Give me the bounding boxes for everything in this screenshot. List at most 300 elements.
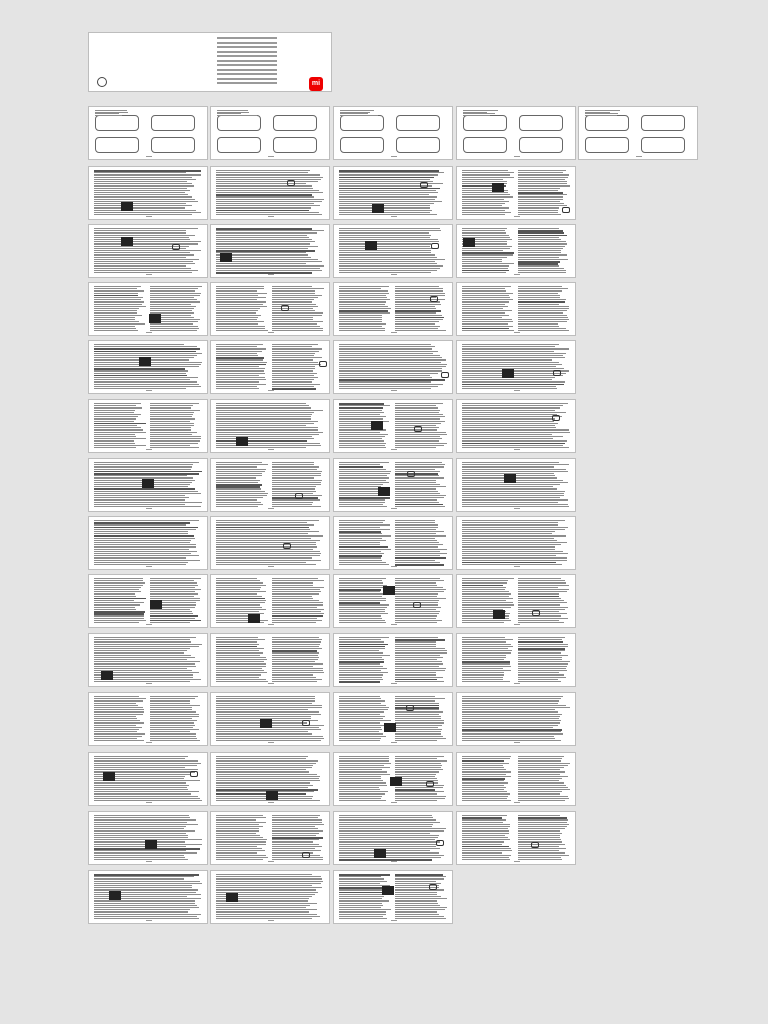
text-line: [462, 776, 511, 777]
text-line: [462, 740, 561, 741]
certification-mark-icon: [172, 244, 180, 250]
text-line: [216, 330, 268, 331]
text-line: [150, 733, 196, 734]
text-line: [94, 596, 136, 597]
text-line: [339, 657, 382, 658]
text-line: [395, 499, 437, 500]
text-line: [518, 272, 566, 273]
text-line: [272, 607, 317, 608]
page-number: [268, 683, 274, 684]
text-line: [395, 578, 440, 579]
text-line: [462, 254, 513, 255]
text-line: [150, 585, 198, 586]
text-line: [339, 666, 383, 667]
page-number: [268, 920, 274, 921]
text-line: [272, 618, 317, 619]
text-line: [216, 587, 261, 588]
text-line: [518, 859, 562, 860]
text-line: [94, 466, 192, 467]
text-line: [339, 370, 442, 371]
text-line: [395, 540, 437, 541]
text-line: [94, 259, 199, 260]
text-line: [518, 839, 561, 840]
text-line: [462, 587, 506, 588]
text-line: [94, 767, 185, 768]
text-line: [272, 484, 321, 485]
page-number: [268, 566, 274, 567]
text-line: [272, 297, 318, 298]
text-line: [94, 841, 185, 842]
text-line: [463, 115, 490, 116]
qr-code-icon: [142, 479, 154, 488]
page-number: [391, 742, 397, 743]
text-line: [150, 705, 200, 706]
text-line: [395, 670, 445, 671]
page-number: [268, 216, 274, 217]
text-line: [150, 587, 195, 588]
text-line: [94, 379, 190, 380]
text-line: [272, 587, 324, 588]
text-line: [216, 344, 263, 345]
text-line: [462, 789, 504, 790]
text-line: [150, 297, 194, 298]
text-line: [462, 295, 509, 296]
text-line: [339, 637, 389, 638]
text-line: [339, 731, 379, 732]
text-line: [94, 918, 199, 919]
text-line: [216, 824, 259, 825]
text-line: [518, 587, 558, 588]
text-line: [518, 598, 561, 599]
text-line: [272, 370, 313, 371]
text-line: [339, 785, 387, 786]
text-line: [518, 763, 570, 764]
text-line: [462, 326, 513, 327]
text-line: [462, 379, 552, 380]
text-line: [272, 326, 320, 327]
page-number: [391, 449, 397, 450]
text-line: [272, 679, 322, 680]
qr-code-icon: [121, 237, 133, 246]
text-line: [216, 641, 257, 642]
text-line: [395, 655, 440, 656]
text-line: [518, 201, 560, 202]
text-line: [462, 524, 558, 525]
text-line: [518, 672, 559, 673]
page-number: [391, 332, 397, 333]
text-line: [216, 679, 266, 680]
toc-line: [217, 55, 277, 57]
text-line: [94, 199, 195, 200]
text-line: [94, 254, 194, 255]
text-line: [462, 835, 505, 836]
text-line: [216, 855, 266, 856]
text-line: [395, 306, 435, 307]
text-line: [339, 250, 431, 251]
text-line: [150, 613, 193, 614]
text-line: [94, 883, 202, 884]
text-line: [216, 758, 306, 759]
text-line: [272, 482, 321, 483]
text-line: [462, 207, 509, 208]
text-line: [518, 844, 565, 845]
text-line: [462, 181, 507, 182]
text-line: [272, 652, 319, 653]
toc-line: [217, 73, 277, 75]
text-line: [216, 607, 262, 608]
manual-page: [333, 166, 453, 220]
text-line: [216, 203, 314, 204]
manual-page: [333, 811, 453, 865]
text-line: [94, 410, 135, 411]
manual-page: [333, 692, 453, 746]
text-line: [272, 822, 322, 823]
text-line: [395, 677, 443, 678]
text-line: [272, 819, 322, 820]
text-line: [339, 248, 432, 249]
text-line: [94, 412, 134, 413]
text-line: [518, 826, 567, 827]
text-line: [462, 418, 555, 419]
text-line: [216, 321, 264, 322]
text-line: [395, 414, 443, 415]
text-line: [272, 826, 315, 827]
text-line: [518, 257, 559, 258]
text-line: [272, 848, 315, 849]
text-line: [395, 290, 443, 291]
text-line: [94, 817, 190, 818]
text-line: [339, 493, 382, 494]
text-line: [339, 778, 381, 779]
text-line: [339, 477, 389, 478]
text-line: [216, 246, 318, 247]
text-line: [216, 822, 266, 823]
text-line: [216, 190, 319, 191]
text-line: [339, 711, 384, 712]
illustration: [585, 137, 629, 153]
text-line: [395, 416, 445, 417]
text-line: [339, 254, 435, 255]
manual-page: [210, 633, 330, 687]
text-line: [94, 288, 137, 289]
text-line: [462, 830, 509, 831]
page-number: [391, 390, 397, 391]
text-line: [462, 288, 505, 289]
text-line: [94, 546, 196, 547]
qr-code-icon: [121, 202, 133, 211]
text-line: [94, 911, 188, 912]
text-line: [462, 484, 560, 485]
text-line: [518, 328, 566, 329]
text-line: [272, 659, 318, 660]
text-line: [272, 388, 316, 390]
text-line: [216, 787, 308, 788]
text-line: [94, 815, 189, 816]
text-line: [150, 578, 201, 579]
text-line: [94, 824, 198, 825]
text-line: [216, 201, 322, 202]
text-line: [339, 582, 383, 583]
text-line: [395, 725, 442, 726]
text-line: [216, 429, 318, 430]
manual-page: [88, 516, 208, 570]
text-line: [462, 272, 506, 273]
text-line: [518, 637, 565, 638]
text-line: [94, 544, 196, 545]
text-line: [339, 388, 431, 389]
text-line: [94, 308, 139, 309]
text-line: [216, 644, 259, 645]
text-line: [462, 440, 567, 441]
illustration: [217, 115, 261, 131]
page-number: [514, 802, 520, 803]
text-line: [216, 544, 316, 545]
text-line: [150, 591, 195, 592]
text-line: [395, 674, 436, 675]
text-line: [216, 524, 314, 525]
text-line: [216, 731, 308, 732]
text-line: [395, 288, 443, 289]
text-line: [216, 366, 259, 367]
text-line: [272, 319, 313, 320]
text-line: [339, 718, 383, 719]
text-line: [94, 787, 187, 788]
text-line: [94, 475, 187, 476]
text-line: [94, 239, 190, 240]
text-line: [395, 546, 438, 547]
text-line: [395, 418, 440, 419]
text-line: [518, 259, 568, 260]
text-line: [339, 696, 380, 697]
manual-page: [88, 692, 208, 746]
text-line: [216, 582, 263, 583]
text-line: [94, 800, 202, 801]
illustration: [519, 115, 563, 131]
text-line: [395, 542, 439, 543]
text-line: [150, 711, 196, 712]
text-line: [339, 883, 380, 884]
text-line: [339, 353, 433, 354]
text-line: [339, 551, 381, 552]
text-line: [518, 582, 566, 583]
text-line: [339, 918, 387, 919]
text-line: [339, 520, 385, 521]
text-line: [94, 447, 136, 448]
text-line: [462, 286, 511, 287]
text-line: [339, 615, 381, 616]
text-line: [94, 620, 146, 621]
text-line: [339, 857, 441, 858]
text-line: [339, 703, 381, 704]
text-line: [462, 497, 560, 498]
text-line: [272, 480, 322, 481]
text-line: [395, 911, 437, 912]
text-line: [462, 522, 558, 523]
text-line: [395, 531, 444, 532]
manual-page: [210, 692, 330, 746]
text-line: [339, 679, 383, 680]
text-line: [395, 714, 439, 715]
text-line: [94, 837, 188, 838]
manual-page: [333, 752, 453, 806]
text-line: [462, 593, 511, 594]
text-line: [518, 622, 564, 623]
text-line: [395, 522, 435, 523]
text-line: [216, 436, 312, 437]
text-line: [150, 293, 201, 294]
text-line: [339, 190, 436, 191]
text-line: [216, 668, 262, 669]
text-line: [395, 796, 446, 797]
text-line: [94, 720, 140, 721]
text-line: [462, 646, 513, 647]
text-line: [94, 235, 195, 236]
text-line: [462, 445, 563, 446]
text-line: [272, 488, 315, 489]
text-line: [272, 312, 323, 313]
text-line: [150, 703, 190, 704]
text-line: [518, 330, 569, 331]
text-line: [395, 785, 444, 786]
text-line: [150, 328, 199, 329]
text-line: [462, 493, 564, 494]
manual-page: [210, 166, 330, 220]
text-line: [94, 464, 193, 465]
toc-line: [217, 60, 277, 62]
text-line: [216, 555, 320, 556]
text-line: [339, 243, 431, 244]
page-number: [514, 216, 520, 217]
text-line: [339, 212, 430, 213]
manual-page: [333, 516, 453, 570]
text-line: [518, 304, 559, 305]
text-line: [395, 659, 437, 660]
illustration: [340, 115, 384, 131]
text-line: [216, 844, 266, 845]
text-line: [216, 425, 306, 426]
text-line: [272, 585, 313, 586]
text-line: [94, 698, 146, 699]
manual-page: [456, 516, 576, 570]
text-line: [272, 622, 316, 623]
text-line: [94, 819, 196, 820]
text-line: [94, 373, 186, 374]
text-line: [272, 648, 322, 649]
text-line: [395, 562, 440, 563]
text-line: [339, 252, 431, 253]
text-line: [518, 650, 565, 651]
text-line: [462, 826, 510, 827]
text-line: [216, 295, 258, 296]
page-number: [146, 390, 152, 391]
qr-code-icon: [365, 241, 377, 250]
text-line: [94, 622, 139, 623]
text-line: [150, 438, 201, 439]
text-line: [339, 900, 389, 901]
text-line: [462, 386, 556, 387]
text-line: [339, 432, 380, 433]
text-line: [518, 776, 568, 777]
text-line: [462, 317, 502, 318]
text-line: [272, 604, 323, 605]
page-number: [268, 742, 274, 743]
text-line: [272, 600, 319, 601]
text-line: [462, 414, 557, 415]
text-line: [339, 916, 383, 917]
text-line: [150, 310, 192, 311]
text-line: [150, 330, 197, 331]
text-line: [395, 652, 447, 653]
text-line: [395, 894, 437, 895]
text-line: [462, 319, 512, 320]
text-line: [462, 250, 503, 251]
text-line: [395, 407, 438, 408]
text-line: [216, 265, 324, 266]
text-line: [395, 709, 439, 710]
text-line: [94, 564, 186, 565]
text-line: [94, 201, 198, 202]
text-line: [94, 785, 189, 786]
text-line: [94, 703, 136, 704]
qr-code-icon: [139, 357, 151, 366]
text-line: [94, 557, 186, 558]
text-line: [272, 304, 316, 305]
text-line: [216, 815, 263, 816]
text-line: [339, 672, 388, 673]
text-line: [339, 740, 380, 741]
text-line: [518, 670, 567, 671]
page-number: [146, 508, 152, 509]
text-line: [395, 462, 442, 463]
text-line: [216, 670, 264, 671]
manual-page: [210, 752, 330, 806]
text-line: [216, 826, 263, 827]
text-line: [216, 196, 314, 197]
text-line: [216, 421, 318, 422]
text-line: [94, 493, 201, 494]
text-line: [518, 172, 563, 173]
text-line: [94, 203, 186, 204]
text-line: [518, 663, 568, 664]
text-line: [272, 620, 322, 621]
text-line: [94, 850, 186, 851]
text-line: [272, 491, 316, 492]
certification-mark-icon: [426, 781, 434, 787]
text-line: [395, 549, 447, 550]
page-number: [146, 920, 152, 921]
text-line: [272, 286, 312, 287]
text-line: [216, 657, 266, 658]
text-line: [216, 241, 315, 242]
text-line: [339, 506, 387, 507]
text-line: [395, 580, 444, 581]
text-line: [339, 769, 382, 770]
text-line: [395, 551, 440, 552]
text-line: [339, 716, 385, 717]
manual-page: [333, 282, 453, 336]
text-line: [339, 544, 380, 545]
text-line: [395, 903, 438, 904]
text-line: [339, 663, 380, 664]
text-line: [94, 562, 188, 563]
text-line: [395, 405, 436, 406]
text-line: [272, 828, 318, 829]
text-line: [94, 243, 198, 244]
text-line: [395, 591, 444, 592]
page-number: [146, 861, 152, 862]
text-line: [462, 429, 569, 430]
text-line: [462, 170, 508, 171]
